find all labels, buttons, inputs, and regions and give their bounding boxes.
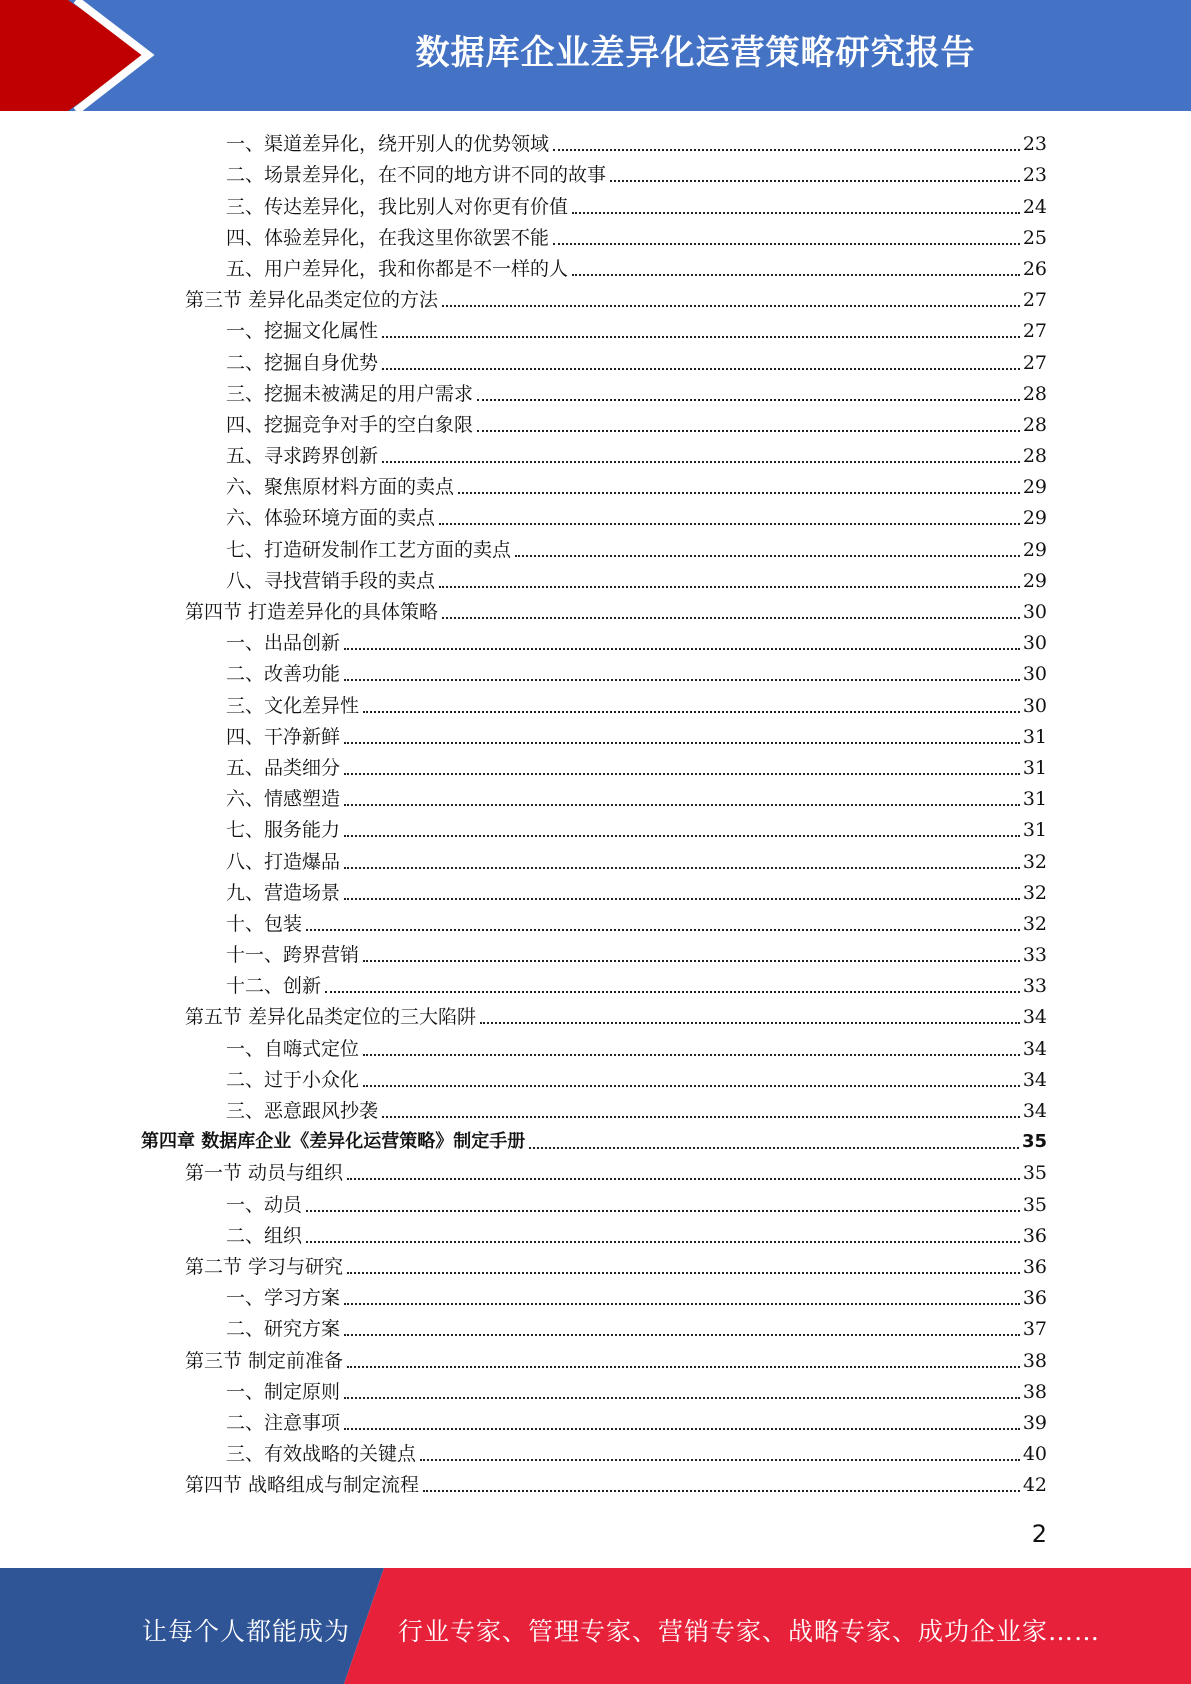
toc-entry-title: 二、过于小众化 xyxy=(226,1068,360,1091)
toc-subsection-entry[interactable] xyxy=(0,253,1191,284)
toc-subsection-entry[interactable] xyxy=(0,845,1191,876)
dot-leader xyxy=(553,243,1020,245)
toc-entry-title: 四、干净新鲜 xyxy=(226,725,341,748)
toc-chapter-entry[interactable] xyxy=(0,1126,1191,1157)
toc-subsection-entry[interactable] xyxy=(0,502,1191,533)
toc-entry-title: 三、挖掘未被满足的用户需求 xyxy=(226,382,474,405)
dot-leader xyxy=(347,1272,1020,1274)
toc-section-entry[interactable] xyxy=(0,1251,1191,1282)
toc-entry-page: 38 xyxy=(1022,1380,1047,1403)
toc-entry-page: 25 xyxy=(1022,226,1047,249)
toc-subsection-entry[interactable] xyxy=(0,814,1191,845)
toc-entry-page: 27 xyxy=(1022,320,1047,343)
toc-subsection-entry[interactable] xyxy=(0,1064,1191,1095)
toc-subsection-entry[interactable] xyxy=(0,378,1191,409)
toc-entry-page: 31 xyxy=(1022,788,1047,811)
toc-subsection-entry[interactable] xyxy=(0,440,1191,471)
toc-entry-page: 28 xyxy=(1022,413,1047,436)
toc-entry-title: 第四节 打造差异化的具体策略 xyxy=(185,601,439,623)
toc-subsection-entry[interactable] xyxy=(0,1188,1191,1219)
toc-entry-title: 二、挖掘自身优势 xyxy=(226,351,379,374)
dot-leader xyxy=(347,1366,1020,1368)
toc-entry-page: 37 xyxy=(1022,1318,1047,1341)
toc-subsection-entry[interactable] xyxy=(0,1032,1191,1063)
toc-entry-page: 36 xyxy=(1022,1224,1047,1247)
toc-entry-title: 五、寻求跨界创新 xyxy=(226,445,379,468)
toc-subsection-entry[interactable] xyxy=(0,1407,1191,1438)
toc-entry-page: 36 xyxy=(1022,1255,1047,1278)
dot-leader xyxy=(439,523,1020,525)
dot-leader xyxy=(382,461,1020,463)
toc-subsection-entry[interactable] xyxy=(0,752,1191,783)
toc-subsection-entry[interactable] xyxy=(0,970,1191,1001)
toc-entry-page: 31 xyxy=(1022,756,1047,779)
dot-leader xyxy=(306,1210,1020,1212)
toc-subsection-entry[interactable] xyxy=(0,1438,1191,1469)
toc-subsection-entry[interactable] xyxy=(0,939,1191,970)
toc-entry-title: 一、学习方案 xyxy=(226,1287,341,1310)
toc-entry-title: 二、改善功能 xyxy=(226,663,341,686)
footer-slogan-left: 让每个人都能成为 xyxy=(142,1617,351,1646)
dot-leader xyxy=(423,1490,1020,1492)
toc-subsection-entry[interactable] xyxy=(0,877,1191,908)
dot-leader xyxy=(515,555,1020,557)
toc-subsection-entry[interactable] xyxy=(0,689,1191,720)
toc-entry-title: 第一节 动员与组织 xyxy=(185,1162,344,1185)
dot-leader xyxy=(344,742,1020,744)
toc-subsection-entry[interactable] xyxy=(0,190,1191,221)
toc-entry-page: 28 xyxy=(1022,445,1047,468)
dot-leader xyxy=(344,1303,1020,1305)
footer-slogan-right: 行业专家、管理专家、营销专家、战略专家、成功企业家…… xyxy=(398,1617,1101,1646)
toc-entry-page: 36 xyxy=(1022,1287,1047,1310)
dot-leader xyxy=(344,1428,1020,1430)
toc-entry-title: 二、组织 xyxy=(226,1224,303,1247)
dot-leader xyxy=(363,1054,1020,1056)
toc-entry-page: 29 xyxy=(1022,538,1047,561)
dot-leader xyxy=(344,1397,1020,1399)
toc-subsection-entry[interactable] xyxy=(0,1376,1191,1407)
dot-leader xyxy=(344,679,1020,681)
toc-entry-page: 29 xyxy=(1022,476,1047,499)
toc-section-entry[interactable] xyxy=(0,1001,1191,1032)
toc-entry-title: 三、恶意跟风抄袭 xyxy=(226,1100,379,1122)
toc-entry-title: 四、体验差异化，在我这里你欲罢不能 xyxy=(226,226,550,249)
dot-leader xyxy=(442,305,1020,307)
dot-leader xyxy=(442,617,1020,619)
toc-entry-title: 二、注意事项 xyxy=(226,1411,341,1434)
toc-entry-title: 一、挖掘文化属性 xyxy=(226,320,379,343)
toc-entry-page: 42 xyxy=(1022,1474,1047,1497)
toc-entry-page: 30 xyxy=(1022,601,1047,623)
toc-section-entry[interactable] xyxy=(0,596,1191,627)
dot-leader xyxy=(344,1334,1020,1336)
toc-entry-page: 29 xyxy=(1022,569,1047,592)
toc-entry-page: 30 xyxy=(1022,632,1047,655)
toc-entry-title: 第三节 制定前准备 xyxy=(185,1349,344,1372)
toc-entry-page: 35 xyxy=(1022,1193,1047,1216)
toc-entry-page: 26 xyxy=(1022,257,1047,280)
toc-entry-page: 39 xyxy=(1022,1411,1047,1434)
toc-entry-title: 一、渠道差异化，绕开别人的优势领域 xyxy=(226,133,550,156)
toc-entry-page: 27 xyxy=(1022,289,1047,312)
toc-entry-page: 30 xyxy=(1022,694,1047,717)
toc-entry-title: 一、出品创新 xyxy=(226,632,341,655)
toc-entry-title: 第二节 学习与研究 xyxy=(185,1255,344,1278)
toc-section-entry[interactable] xyxy=(0,1344,1191,1375)
toc-entry-title: 十一、跨界营销 xyxy=(226,944,360,967)
dot-leader xyxy=(529,1147,1019,1149)
dot-leader xyxy=(382,336,1020,338)
toc-entry-title: 一、自嗨式定位 xyxy=(226,1037,360,1060)
toc-subsection-entry[interactable] xyxy=(0,783,1191,814)
toc-entry-page: 32 xyxy=(1022,881,1047,904)
toc-subsection-entry[interactable] xyxy=(0,1282,1191,1313)
toc-entry-page: 30 xyxy=(1022,663,1047,686)
toc-subsection-entry[interactable] xyxy=(0,159,1191,190)
toc-entry-page: 31 xyxy=(1022,725,1047,748)
dot-leader xyxy=(420,1459,1020,1461)
toc-entry-page: 24 xyxy=(1022,195,1047,218)
toc-entry-page: 28 xyxy=(1022,382,1047,405)
toc-entry-title: 六、聚焦原材料方面的卖点 xyxy=(226,476,455,499)
toc-subsection-entry[interactable] xyxy=(0,128,1191,159)
toc-entry-title: 第四章 数据库企业《差异化运营策略》制定手册 xyxy=(141,1131,526,1153)
toc-subsection-entry[interactable] xyxy=(0,908,1191,939)
dot-leader xyxy=(325,991,1020,993)
toc-entry-page: 31 xyxy=(1022,819,1047,842)
dot-leader xyxy=(382,1116,1020,1118)
toc-entry-title: 六、体验环境方面的卖点 xyxy=(226,507,436,530)
toc-subsection-entry[interactable] xyxy=(0,409,1191,440)
toc-subsection-entry[interactable] xyxy=(0,565,1191,596)
dot-leader xyxy=(477,430,1020,432)
toc-entry-title: 七、服务能力 xyxy=(226,819,341,842)
toc-entry-page: 38 xyxy=(1022,1349,1047,1372)
dot-leader xyxy=(344,867,1020,869)
dot-leader xyxy=(439,586,1020,588)
toc-entry-title: 四、挖掘竞争对手的空白象限 xyxy=(226,413,474,436)
dot-leader xyxy=(363,1085,1020,1087)
toc-entry-page: 32 xyxy=(1022,850,1047,873)
toc-entry-page: 29 xyxy=(1022,507,1047,530)
toc-subsection-entry[interactable] xyxy=(0,471,1191,502)
dot-leader xyxy=(344,648,1020,650)
report-title: 数据库企业差异化运营策略研究报告 xyxy=(415,33,976,73)
toc-subsection-entry[interactable] xyxy=(0,346,1191,377)
dot-leader xyxy=(344,898,1020,900)
dot-leader xyxy=(572,274,1020,276)
dot-leader xyxy=(344,773,1020,775)
toc-entry-title: 八、打造爆品 xyxy=(226,850,341,873)
toc-entry-title: 三、传达差异化，我比别人对你更有价值 xyxy=(226,195,569,218)
toc-entry-page: 35 xyxy=(1022,1162,1047,1185)
toc-entry-title: 八、寻找营销手段的卖点 xyxy=(226,569,436,592)
toc-entry-title: 五、品类细分 xyxy=(226,756,341,779)
toc-subsection-entry[interactable] xyxy=(0,1220,1191,1251)
toc-entry-title: 一、动员 xyxy=(226,1193,303,1216)
toc-entry-page: 27 xyxy=(1022,351,1047,374)
dot-leader xyxy=(572,212,1020,214)
toc-entry-page: 34 xyxy=(1022,1100,1047,1122)
dot-leader xyxy=(553,149,1020,151)
toc-entry-page: 34 xyxy=(1022,1068,1047,1091)
toc-entry-page: 33 xyxy=(1022,944,1047,967)
table-of-contents xyxy=(0,128,1191,1500)
dot-leader xyxy=(610,180,1020,182)
toc-entry-page: 23 xyxy=(1022,133,1047,156)
dot-leader xyxy=(344,804,1020,806)
page-number: 2 xyxy=(1031,1520,1047,1548)
dot-leader xyxy=(363,960,1020,962)
toc-entry-title: 五、用户差异化，我和你都是不一样的人 xyxy=(226,257,569,280)
toc-entry-page: 34 xyxy=(1022,1006,1047,1029)
toc-section-entry[interactable] xyxy=(0,284,1191,315)
dot-leader xyxy=(344,835,1020,837)
toc-entry-title: 十二、创新 xyxy=(226,975,322,998)
dot-leader xyxy=(363,711,1020,713)
toc-subsection-entry[interactable] xyxy=(0,1095,1191,1126)
dot-leader xyxy=(306,929,1020,931)
page-header xyxy=(0,0,1191,111)
dot-leader xyxy=(347,1178,1020,1180)
toc-section-entry[interactable] xyxy=(0,1469,1191,1500)
toc-entry-page: 40 xyxy=(1022,1443,1047,1466)
dot-leader xyxy=(382,368,1020,370)
toc-subsection-entry[interactable] xyxy=(0,658,1191,689)
toc-entry-page: 32 xyxy=(1022,912,1047,935)
dot-leader xyxy=(458,492,1020,494)
toc-entry-title: 十、包装 xyxy=(226,912,303,935)
toc-subsection-entry[interactable] xyxy=(0,1313,1191,1344)
toc-entry-title: 三、有效战略的关键点 xyxy=(226,1443,417,1466)
dot-leader xyxy=(306,1241,1020,1243)
toc-entry-page: 35 xyxy=(1021,1131,1047,1153)
toc-entry-title: 第五节 差异化品类定位的三大陷阱 xyxy=(185,1006,477,1029)
toc-subsection-entry[interactable] xyxy=(0,627,1191,658)
toc-entry-title: 三、文化差异性 xyxy=(226,694,360,717)
toc-subsection-entry[interactable] xyxy=(0,222,1191,253)
toc-subsection-entry[interactable] xyxy=(0,721,1191,752)
toc-entry-title: 一、制定原则 xyxy=(226,1380,341,1403)
toc-entry-title: 二、场景差异化，在不同的地方讲不同的故事 xyxy=(226,164,607,187)
toc-entry-title: 七、打造研发制作工艺方面的卖点 xyxy=(226,538,512,561)
page-footer xyxy=(0,1568,1191,1684)
toc-subsection-entry[interactable] xyxy=(0,315,1191,346)
toc-entry-title: 九、营造场景 xyxy=(226,881,341,904)
toc-entry-page: 34 xyxy=(1022,1037,1047,1060)
toc-entry-title: 第三节 差异化品类定位的方法 xyxy=(185,289,439,312)
toc-section-entry[interactable] xyxy=(0,1157,1191,1188)
toc-subsection-entry[interactable] xyxy=(0,533,1191,564)
toc-entry-title: 二、研究方案 xyxy=(226,1318,341,1341)
dot-leader xyxy=(480,1022,1020,1024)
dot-leader xyxy=(477,399,1020,401)
toc-entry-title: 六、情感塑造 xyxy=(226,788,341,811)
toc-entry-title: 第四节 战略组成与制定流程 xyxy=(185,1474,420,1497)
toc-entry-page: 23 xyxy=(1022,164,1047,187)
toc-entry-page: 33 xyxy=(1022,975,1047,998)
